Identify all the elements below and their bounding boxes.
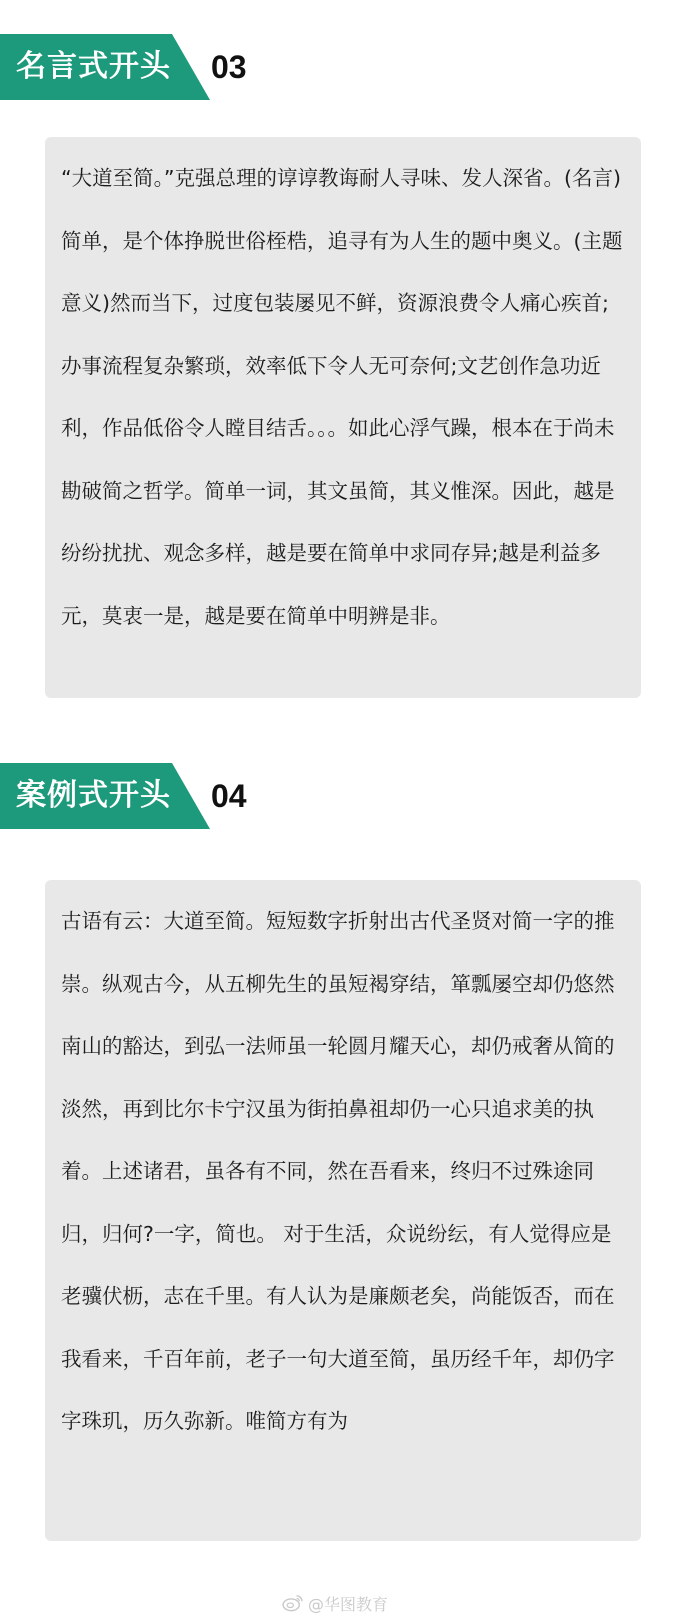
section-number: 03 (211, 49, 247, 85)
section-tag-label: 案例式开头 (16, 778, 171, 813)
section-tag-label: 名言式开头 (16, 49, 171, 84)
case-opening-text: 古语有云：大道至简。短短数字折射出古代圣贤对简一字的推崇。纵观古今，从五柳先生的虽短褐穿结，箪瓢屡空却仍悠然南山的豁达，到弘一法师虽一轮圆月耀天心，却仍戒奢从简的淡然，再到比尔卡宁汉虽为街拍鼻祖却仍一心只追求美的执着。上述诸君，虽各有不同，然在吾看来，终归不过殊途同归，归何?一字，简也。 对于生活，众说纷纭，有人觉得应是老骥伏枥，志在千里。有人认为是廉颇老矣，尚能饭否，而在我看来，千百年前，老子一句大道至简，虽历经千年，却仍字字珠玑，历久弥新。唯简方有为 (61, 909, 615, 1433)
watermark-text: @华图教育 (308, 1594, 389, 1614)
quote-opening-card (45, 137, 641, 698)
section-number: 04 (211, 778, 247, 814)
weibo-icon (282, 1594, 304, 1612)
watermark (282, 1592, 388, 1614)
case-opening-card (45, 880, 641, 1541)
quote-opening-text: “大道至简。”克强总理的谆谆教诲耐人寻味、发人深省。(名言)简单，是个体挣脱世俗桎梏，追寻有为人生的题中奥义。(主题意义)然而当下，过度包装屡见不鲜，资源浪费令人痛心疾首;办事流程复杂繁琐，效率低下令人无可奈何;文艺创作急功近利，作品低俗令人瞠目结舌。。。如此心浮气躁，根本在于尚未勘破简之哲学。简单一词，其文虽简，其义惟深。因此，越是纷纷扰扰、观念多样，越是要在简单中求同存异;越是利益多元，莫衷一是，越是要在简单中明辨是非。 (61, 166, 623, 628)
